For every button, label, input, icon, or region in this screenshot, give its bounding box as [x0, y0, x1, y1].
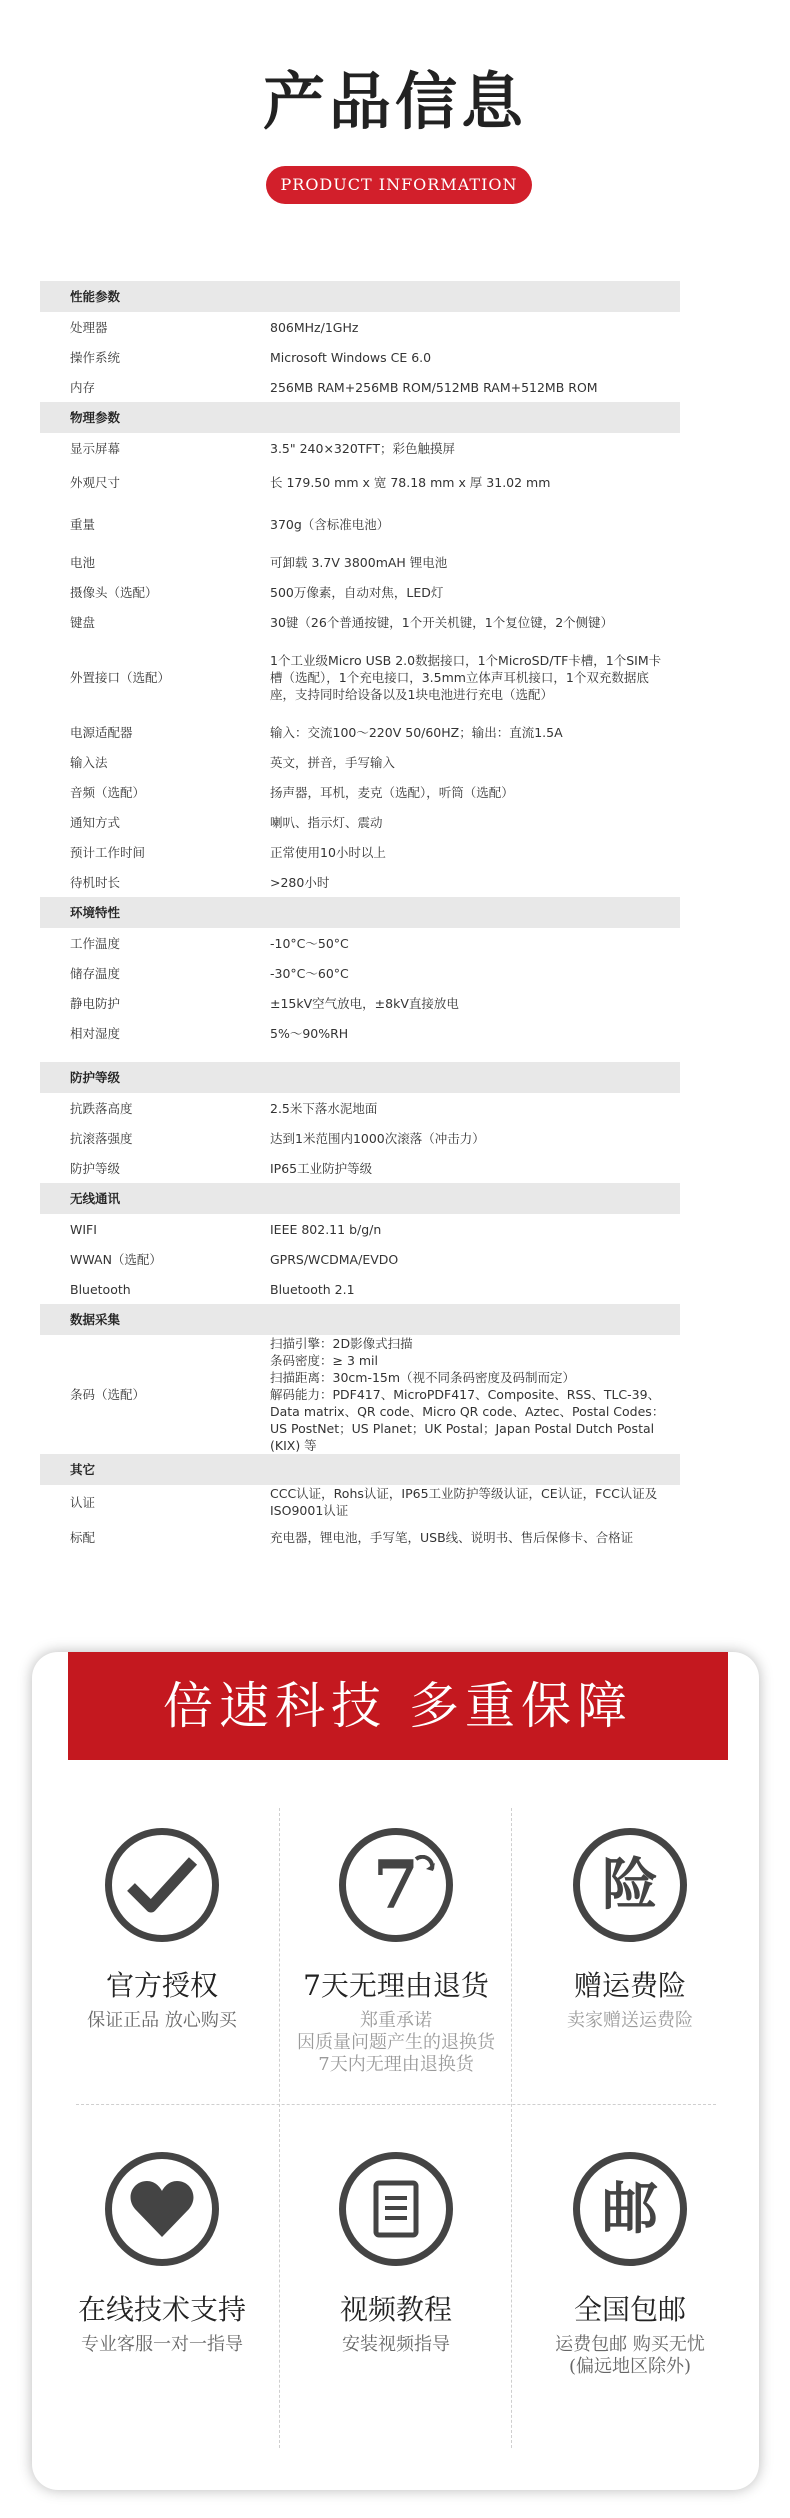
spec-section-header: [40, 1304, 680, 1335]
spec-value: -10°C～50°C: [270, 935, 349, 951]
guarantee-desc: (偏远地区除外): [568, 2356, 692, 2377]
guarantee-desc: 7天内无理由退换货: [318, 2054, 474, 2075]
spec-value: IEEE 802.11 b/g/n: [270, 1221, 382, 1237]
spec-value: IP65工业防护等级: [270, 1160, 373, 1176]
spec-row: [40, 607, 680, 637]
guarantee-desc: 郑重承诺: [360, 2010, 432, 2031]
spec-key: Bluetooth: [70, 1281, 131, 1297]
spec-value: 正常使用10小时以上: [270, 844, 386, 860]
spec-row: [40, 928, 680, 958]
spec-row: [40, 577, 680, 607]
spec-row: [40, 433, 680, 463]
spec-value: 输入：交流100～220V 50/60HZ；输出：直流1.5A: [270, 724, 563, 740]
spec-value: 充电器，锂电池，手写笔，USB线、说明书、售后保修卡、合格证: [270, 1529, 634, 1545]
spec-section-title: 物理参数: [40, 402, 680, 433]
spec-row: [40, 807, 680, 837]
spec-key: 静电防护: [70, 995, 121, 1011]
spec-table: [40, 281, 680, 1555]
spec-section-title: 其它: [40, 1454, 680, 1485]
spec-key: 输入法: [70, 754, 108, 770]
section-subtitle-badge: PRODUCT INFORMATION: [266, 166, 532, 204]
guarantee-banner: 倍速科技 多重保障: [68, 1652, 728, 1760]
spec-row: [40, 717, 680, 747]
spec-value: 达到1米范围内1000次滚落（冲击力）: [270, 1130, 485, 1146]
guarantee-item-video: [281, 2152, 511, 2356]
guarantee-title: 全国包邮: [573, 2293, 686, 2326]
spec-value: Bluetooth 2.1: [270, 1281, 355, 1297]
guarantee-desc: 因质量问题产生的退换货: [297, 2032, 495, 2053]
guarantee-desc: 专业客服一对一指导: [81, 2334, 243, 2355]
guarantee-desc: 保证正品 放心购买: [87, 2010, 237, 2031]
insurance-glyph: 险: [602, 1852, 658, 1918]
seven-glyph: 7: [373, 1846, 419, 1924]
spec-section-title: 无线通讯: [40, 1183, 680, 1214]
spec-key: 电源适配器: [70, 724, 133, 740]
spec-row: [40, 1153, 680, 1183]
spec-value: 256MB RAM+256MB ROM/512MB RAM+512MB ROM: [270, 379, 598, 395]
guarantee-title: 官方授权: [105, 1969, 218, 2002]
document-icon: [339, 2152, 453, 2266]
divider: [511, 1808, 512, 2448]
spec-key: 储存温度: [70, 965, 121, 981]
spec-row: [40, 837, 680, 867]
spec-row: [40, 1018, 680, 1048]
spec-row: [40, 1244, 680, 1274]
spec-key: 显示屏幕: [70, 440, 121, 456]
spec-row: [40, 1485, 680, 1519]
spec-row: [40, 463, 680, 501]
spec-key: 内存: [70, 379, 96, 395]
spec-key: 操作系统: [70, 349, 121, 365]
guarantee-item-authorized: [47, 1828, 277, 2032]
spec-value: 喇叭、指示灯、震动: [270, 814, 383, 830]
spec-value: 长 179.50 mm x 宽 78.18 mm x 厚 31.02 mm: [270, 474, 551, 490]
spec-row: [40, 777, 680, 807]
spec-key: 标配: [70, 1529, 96, 1545]
spec-value: 5%～90%RH: [270, 1025, 349, 1041]
guarantee-item-return: [281, 1828, 511, 2076]
spec-key: 认证: [70, 1494, 96, 1510]
spec-value: 806MHz/1GHz: [270, 319, 359, 335]
spec-key: 相对湿度: [70, 1025, 121, 1041]
spec-row: [40, 1519, 680, 1555]
spacer-row: [40, 1048, 680, 1062]
spec-value: -30°C～60°C: [270, 965, 349, 981]
spec-section-title: 环境特性: [40, 897, 680, 928]
spec-section-title: 防护等级: [40, 1062, 680, 1093]
spec-row: [40, 1274, 680, 1304]
spec-section-header: [40, 402, 680, 433]
spec-key: 外观尺寸: [70, 474, 121, 490]
divider: [76, 2104, 716, 2105]
guarantee-panel: [32, 1652, 759, 2490]
spec-key: 条码（选配）: [70, 1387, 146, 1402]
divider: [279, 1808, 280, 2448]
guarantee-title: 7天无理由退货: [303, 1969, 489, 2002]
spec-value: 扬声器，耳机，麦克（选配），听筒（选配）: [270, 784, 514, 800]
spec-section-title: 数据采集: [40, 1304, 680, 1335]
spec-row: [40, 501, 680, 547]
spec-key: WWAN（选配）: [70, 1251, 162, 1267]
spec-row: [40, 637, 680, 717]
guarantee-item-support: [47, 2152, 277, 2356]
spec-key: 工作温度: [70, 935, 121, 951]
spec-row: [40, 312, 680, 342]
spec-key: 处理器: [70, 319, 108, 335]
spec-value: 370g（含标准电池）: [270, 516, 390, 532]
spec-key: 重量: [70, 516, 96, 532]
spec-row: [40, 1214, 680, 1244]
mail-icon: [573, 2152, 687, 2266]
spec-value: 2.5米下落水泥地面: [270, 1100, 378, 1116]
spec-key: 外置接口（选配）: [70, 669, 171, 685]
guarantee-title: 在线技术支持: [77, 2293, 246, 2326]
mail-glyph: 邮: [602, 2176, 658, 2242]
heart-icon: [105, 2152, 219, 2266]
spec-value: 1个工业级Micro USB 2.0数据接口，1个MicroSD/TF卡槽，1个SIM卡槽（选配），1个充电接口，3.5mm立体声耳机接口，1个双充数据底座，支持同时给设备以及1块电池进行充电（选配）: [270, 652, 662, 702]
spec-value: 30键（26个普通按键，1个开关机键，1个复位键，2个侧键）: [270, 614, 614, 630]
guarantee-item-shipping: [515, 2152, 745, 2378]
spec-key: 键盘: [70, 614, 96, 630]
spec-key: 待机时长: [70, 874, 121, 890]
spec-key: 摄像头（选配）: [70, 584, 158, 600]
spec-key: WIFI: [70, 1221, 97, 1237]
spec-section-header: [40, 897, 680, 928]
spec-row: [40, 342, 680, 372]
guarantee-desc: 安装视频指导: [342, 2334, 450, 2355]
spec-value: GPRS/WCDMA/EVDO: [270, 1251, 399, 1267]
spec-value: 3.5" 240×320TFT；彩色触摸屏: [270, 440, 456, 456]
guarantee-title: 视频教程: [339, 2293, 452, 2326]
spec-row: [40, 372, 680, 402]
spec-value: Microsoft Windows CE 6.0: [270, 349, 432, 365]
spec-section-header: [40, 1183, 680, 1214]
spec-value: 英文，拼音，手写输入: [270, 754, 396, 770]
spec-row: [40, 958, 680, 988]
guarantee-item-insurance: [515, 1828, 745, 2032]
spec-row: [40, 747, 680, 777]
spec-section-title: 性能参数: [40, 281, 680, 312]
page-title: 产品信息: [262, 65, 527, 138]
spec-section-header: [40, 281, 680, 312]
guarantee-desc: 卖家赠送运费险: [567, 2010, 693, 2031]
spec-row: [40, 867, 680, 897]
seven-day-icon: [339, 1828, 453, 1942]
spec-key: 预计工作时间: [70, 844, 146, 860]
spec-row: [40, 1335, 680, 1454]
spec-row: [40, 1093, 680, 1123]
spec-row: [40, 1123, 680, 1153]
spec-section-header: [40, 1454, 680, 1485]
spec-key: 通知方式: [70, 814, 121, 830]
spec-key: 电池: [70, 554, 96, 570]
spec-value: CCC认证，Rohs认证，IP65工业防护等级认证，CE认证，FCC认证及ISO9001认证: [270, 1486, 658, 1518]
spec-key: 抗滚落强度: [70, 1130, 133, 1146]
spec-key: 抗跌落高度: [70, 1100, 133, 1116]
checkmark-icon: [105, 1828, 219, 1942]
spec-value: 扫描引擎：2D影像式扫描 条码密度：≥ 3 mil 扫描距离：30cm-15m（视不同条码密度及码制而定） 解码能力：PDF417、MicroPDF417、Composite、RSS、TLC-39、Data matrix、QR code、Micro QR code、Aztec、Postal Codes：US PostNet；US Planet；UK Postal；Japan Postal Dutch Postal (KIX) 等: [270, 1336, 665, 1453]
spec-value: 可卸载 3.7V 3800mAH 锂电池: [270, 554, 448, 570]
spec-value: ±15kV空气放电，±8kV直接放电: [270, 995, 459, 1011]
spec-section-header: [40, 1062, 680, 1093]
spec-value: >280小时: [270, 874, 330, 890]
spec-key: 防护等级: [70, 1160, 121, 1176]
guarantee-title: 赠运费险: [573, 1969, 686, 2002]
spec-value: 500万像素，自动对焦，LED灯: [270, 584, 444, 600]
insurance-icon: [573, 1828, 687, 1942]
spec-row: [40, 988, 680, 1018]
spec-key: 音频（选配）: [70, 784, 146, 800]
spec-row: [40, 547, 680, 577]
guarantee-desc: 运费包邮 购买无忧: [555, 2334, 705, 2355]
